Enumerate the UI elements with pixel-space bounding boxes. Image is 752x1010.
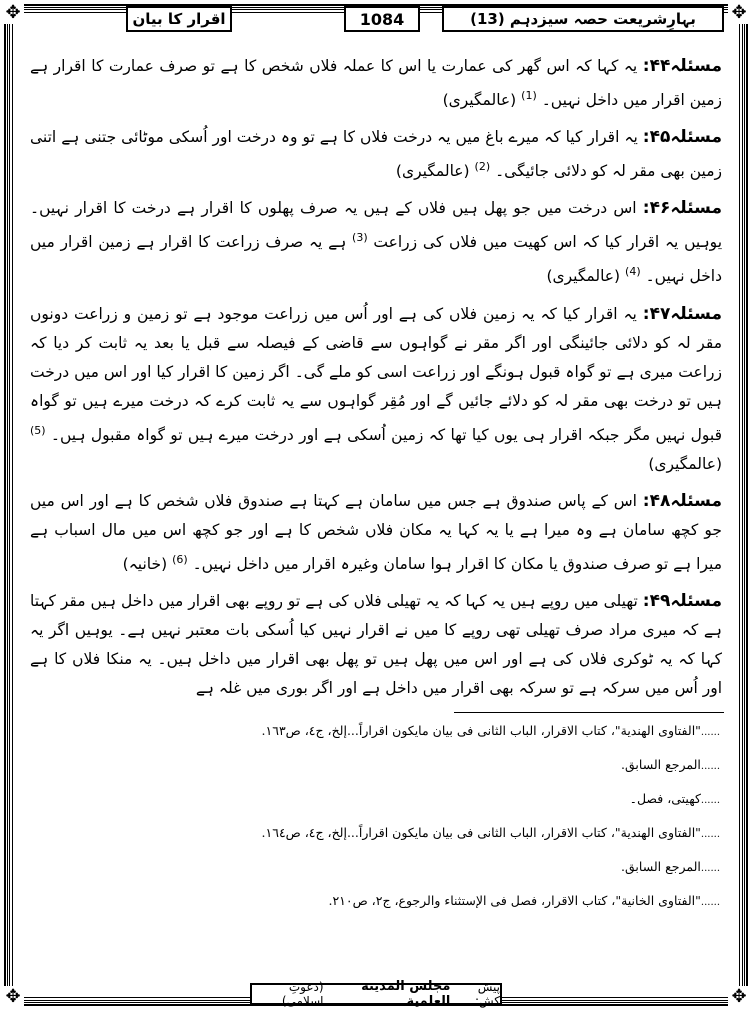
main-text: [30, 52, 722, 711]
footnote: ......کھیتی، فصل۔: [629, 791, 720, 806]
source-citation: (عالمگیری): [648, 454, 722, 473]
footnote-ref[interactable]: (6): [172, 552, 188, 566]
footnote: ......المرجع السابق.: [621, 859, 720, 874]
masala-47: مسئلہ۴۷: یہ اقرار کیا کہ یہ زمین فلاں کی ہے اور اُس میں زراعت موجود ہے تو زمین و زراعت دونوں مقر لہ کو دلائی جائینگی اور اگر مقر نے گواہوں سے قاضی کے فیصلہ سے قبل یا بعد یہ ثابت کر دیا کہ زراعت میری ہے تو گواہ قبول ہونگے اور زراعت اسی کو ملے گی۔ اگر زمین کا اقرار کیا اور اس میں درخت ہیں تو درخت بھی مقر لہ کو دلائے جائیں گے اور مُقِر گواہوں سے یہ ثابت کرے کہ درخت میرے ہیں تو گواہ قبول نہیں مگر جبکہ اقرار ہی یوں کیا تھا کہ زمین اُسکی ہے اور درخت میرے ہیں تو گواہ مقبول ہیں۔ $^{(5)}$ (عالمگیری): [30, 303, 722, 473]
publisher-name: مجلس المدینة العلمیة: [361, 979, 451, 1009]
page-number: 1084: [344, 6, 420, 32]
corner-ornament-icon: ✥: [728, 986, 750, 1008]
masala-49: مسئلہ۴۹: تھیلی میں روپے ہیں یہ کہا کہ یہ تھیلی فلاں کی ہے تو روپے بھی اقرار میں داخل ہیں مقر کہتا ہے کہ میری مراد صرف تھیلی تھی روپے کا میں نے اقرار نہیں کیا اُسکی بات معتبر نہیں ہے۔ یوہیں اگر یہ کہا کہ یہ ٹوکری فلاں کی ہے اور اس میں پھل ہیں تو پھل بھی اقرار میں داخل ہیں۔ یہ منکا فلاں کا ہے اور اُس میں سرکہ ہے تو سرکہ بھی اقرار میں داخل ہے اور اگر بوری میں غلہ ہے: [30, 590, 722, 697]
corner-ornament-icon: ✥: [728, 2, 750, 24]
footnote-ref[interactable]: (3): [352, 231, 368, 245]
footnote: ......"الفتاوى الهندية"، كتاب الاقرار، الباب الثانی فی بیان مایکون اقراراً...إلخ، ج٤، ص١٦٤.: [261, 825, 720, 840]
source-citation: (عالمگیری): [546, 267, 621, 286]
corner-ornament-icon: ✥: [2, 2, 24, 24]
footnote: ......المرجع السابق.: [621, 757, 720, 772]
footnote-ref[interactable]: (2): [474, 160, 491, 174]
footnotes: [30, 722, 720, 926]
footnote-ref[interactable]: (4): [625, 265, 641, 279]
footnote-separator: [454, 712, 724, 713]
masala-48: مسئلہ۴۸: اس کے پاس صندوق ہے جس میں سامان ہے کہتا ہے صندوق فلاں شخص کا ہے اور اس میں جو کچھ سامان ہے وہ میرا ہے یا یہ کہا یہ مکان فلاں شخص کا ہے اور جو کچھ اس میں مال اسباب ہے میرا ہے تو صرف صندوق یا مکان کا اقرار ہوا سامان وغیرہ اقرار میں داخل نہیں۔ $^{(6)}$ (خانیہ): [30, 490, 722, 573]
corner-ornament-icon: ✥: [2, 986, 24, 1008]
publisher-footer: پیش کش: مجلس المدینة العلمیة (دعوتِ اسلامی): [250, 983, 502, 1005]
page-header: [28, 6, 724, 34]
book-title: بہارِشریعت حصہ سیزدہم (13): [442, 6, 724, 32]
footnote-ref[interactable]: (1): [521, 89, 537, 102]
masala-45: مسئلہ۴۵: یہ اقرار کیا کہ میرے باغ میں یہ درخت فلاں کا ہے تو وہ درخت اور اُسکی موٹائی جتنی ہے اتنی زمین بھی مقر لہ کو دلائی جائیگی۔ $^{(2)}$ (عالمگیری): [30, 127, 722, 181]
chapter-topic: اقرار کا بیان: [126, 6, 232, 32]
footnote: ......"الفتاوى الهندية"، كتاب الاقرار، الباب الثانی فی بیان مایکون اقراراً...إلخ، ج٤، ص١٦٣.: [261, 723, 720, 738]
masala-46: مسئلہ۴۶: اس درخت میں جو پھل ہیں فلاں کے ہیں یہ صرف پھلوں کا اقرار ہے درخت کا اقرار نہیں۔ یوہیں یہ اقرار کیا کہ اس کھیت میں فلاں کی زراعت $^{(3)}$ ہے یہ صرف زراعت کا اقرار ہے زمین اقرار میں داخل نہیں۔ $^{(4)}$ (عالمگیری): [30, 198, 723, 286]
footnote-ref[interactable]: (5): [30, 423, 46, 437]
source-citation: (عالمگیری): [395, 162, 470, 181]
masala-44: مسئلہ۴۴: یہ کہا کہ اس گھر کی عمارت یا اس کا عملہ فلاں شخص کا ہے تو صرف عمارت کا اقرار ہے زمین اقرار میں داخل نہیں۔ $^{(1)}$ (عالمگیری): [30, 56, 722, 110]
source-citation: (خانیہ): [122, 554, 168, 573]
footnote: ......"الفتاوى الخانية"، كتاب الاقرار، فصل فی الإستثناء والرجوع، ج٢، ص٢١٠.: [328, 893, 720, 908]
source-citation: (عالمگیری): [442, 91, 517, 110]
